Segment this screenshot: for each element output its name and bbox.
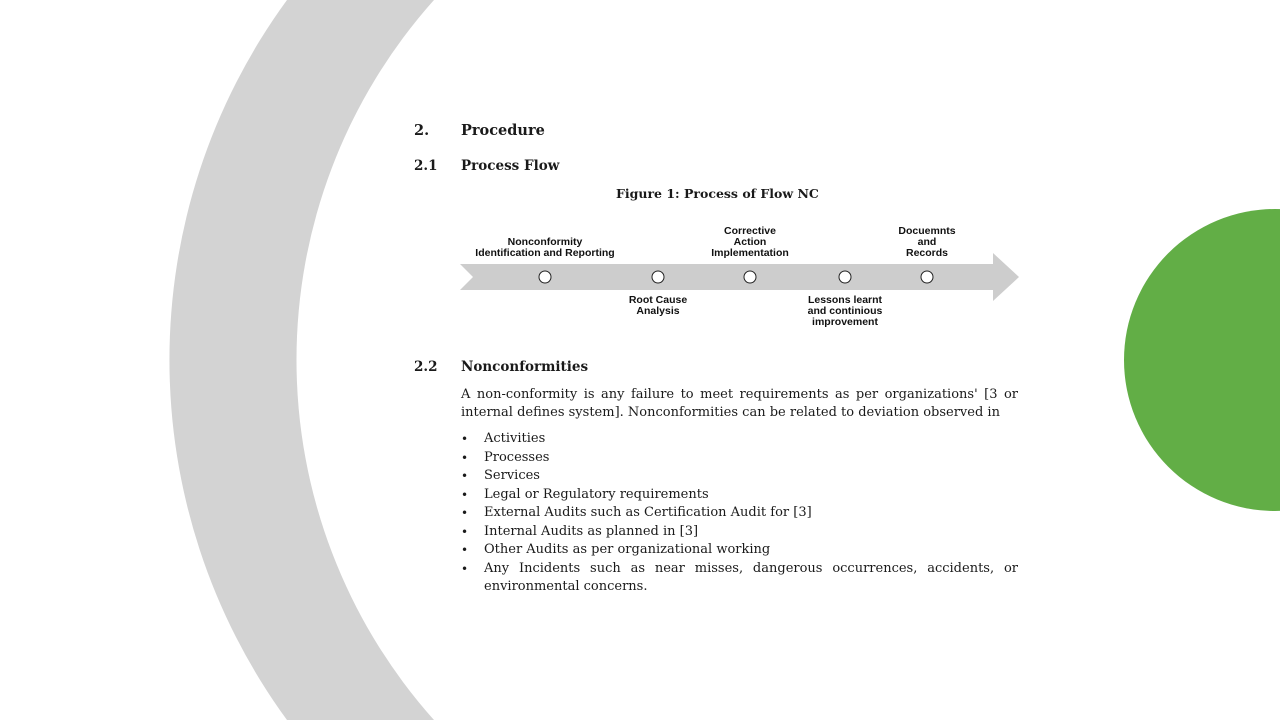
step-documents-label: Docuemnts and Records [898, 225, 956, 259]
list-item-text: Processes [484, 449, 550, 465]
step-lessons-learnt-label: Lessons learnt and continious improvement [807, 294, 883, 328]
list-item [461, 486, 1018, 505]
list-item [461, 541, 1018, 560]
list-item-text: Any Incidents such as near misses, dangerous occurrences, accidents, or environmental concerns. [484, 560, 1018, 594]
flow-node-3 [744, 271, 756, 283]
subsection-number: 2.2 [414, 359, 438, 375]
section-title: Procedure [461, 122, 545, 139]
process-flow-diagram [455, 220, 1025, 335]
subsection-title: Nonconformities [461, 359, 589, 375]
list-item [461, 430, 1018, 449]
list-item [461, 560, 1018, 597]
bullet-icon: • [461, 432, 469, 446]
section-number: 2. [414, 122, 430, 139]
list-item [461, 467, 1018, 486]
flow-node-4 [839, 271, 851, 283]
list-item [461, 449, 1018, 468]
step-corrective-action-label: Corrective Action Implementation [711, 225, 789, 259]
bullet-icon: • [461, 450, 469, 465]
step-root-cause-label: Root Cause Analysis [628, 294, 688, 317]
list-item-text: Internal Audits as planned in [3] [484, 523, 699, 539]
list-item-text: External Audits such as Certification Audit for [3] [484, 505, 812, 520]
list-item [461, 504, 1018, 523]
list-item-text: Legal or Regulatory requirements [484, 486, 709, 502]
bullet-icon: • [461, 487, 469, 502]
subsection-title: Process Flow [461, 158, 560, 174]
flow-node-2 [652, 271, 664, 283]
subsection-number: 2.1 [414, 158, 438, 174]
bullet-icon: • [461, 506, 469, 520]
list-item [461, 523, 1018, 542]
figure-caption: Figure 1: Process of Flow NC [616, 186, 819, 201]
list-item-text: Other Audits as per organizational working [484, 542, 771, 557]
flow-node-5 [921, 271, 933, 283]
nonconformity-paragraph: A non-conformity is any failure to meet requirements as per organizations' [3 or internal defines system]. Nonconformities can be related to deviation observed in [461, 387, 1018, 420]
list-item-text: Services [484, 468, 540, 483]
flow-node-1 [539, 271, 551, 283]
bullet-icon: • [461, 524, 469, 539]
bullet-icon: • [461, 469, 469, 483]
bullet-icon: • [461, 543, 469, 557]
list-item-text: Activities [484, 431, 546, 446]
bullet-icon: • [461, 561, 469, 576]
nonconformity-list [461, 430, 1018, 597]
step-identification-label: Nonconformity Identification and Reporting [475, 236, 615, 259]
